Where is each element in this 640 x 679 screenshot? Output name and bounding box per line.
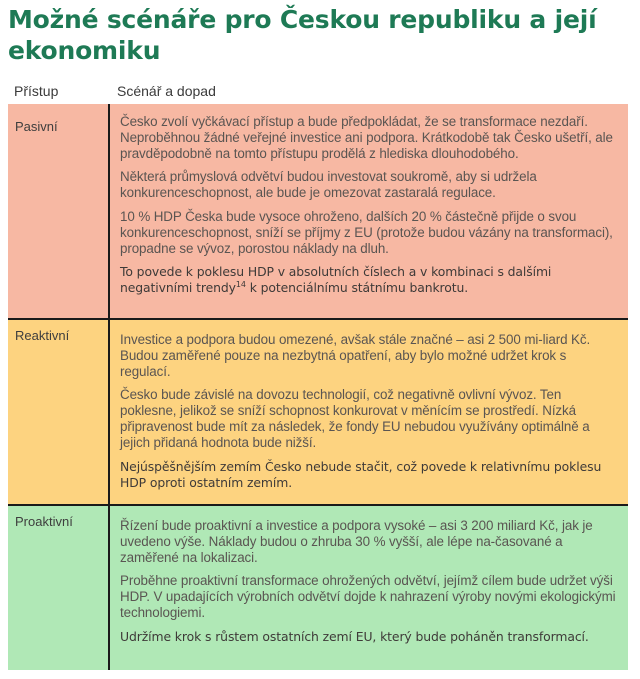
paragraph: Investice a podpora budou omezené, avšak stále značné – asi 2 500 mi-liard Kč. Budou zaměřené pouze na nezbytná opatření, aby bylo možné udržet krok s regulací. <box>120 332 591 379</box>
emphasis-paragraph <box>120 264 618 296</box>
row-body <box>110 104 628 318</box>
paragraph: Řízení bude proaktivní a investice a podpora vysoké – asi 3 200 miliard Kč, jak je uvedeno výše. Náklady budou o zhruba 30 % vyšší, ale lépe na-časované a zaměřené na lokalizaci. <box>120 518 593 565</box>
emphasis-paragraph: Nejúspěšnějším zemím Česko nebude stačit, což povede k relativnímu poklesu HDP oproti ostatním zemím. <box>120 458 602 490</box>
emphasis-text: k potenciálnímu státnímu bankrotu. <box>245 280 469 296</box>
row-label: Pasivní <box>8 104 110 318</box>
paragraph: Některá průmyslová odvětví budou investovat soukromě, aby si udržela konkurenceschopnost, ale bude je omezovat zastaralá regulace. <box>120 169 537 201</box>
footnote-ref[interactable]: 14 <box>235 280 246 290</box>
paragraph: Česko bude závislé na dovozu technologií, což negativně ovlivní vývoz. Ten poklesne, jelikož se sníží schopnost konkurovat v měnícím se prostředí. Nízká připravenost bude mít za následek, že fondy EU nebudou využívány optimálně a jejich přidaná hodnota bude nižší. <box>120 387 590 450</box>
column-header-scenario: Scénář a dopad <box>117 83 216 99</box>
column-header-approach: Přístup <box>14 83 59 99</box>
page-title: Možné scénáře pro Českou republiku a její ekonomiku <box>8 5 597 65</box>
row-label: Proaktivní <box>8 506 110 670</box>
row-body <box>110 506 628 670</box>
emphasis-text: To povede k poklesu HDP v absolutních číslech a v kombinaci s dalšími negativními trendy <box>120 264 552 296</box>
row-body <box>110 320 628 504</box>
table-row-reaktivni <box>8 318 628 504</box>
row-label: Reaktivní <box>8 320 110 504</box>
table-row-pasivni <box>8 104 628 318</box>
table-row-proaktivni <box>8 504 628 670</box>
paragraph: Česko zvolí vyčkávací přístup a bude předpokládat, že se transformace nezdaří. Neproběhnou žádné veřejné investice ani podpora. Krátkodobě tak Česko ušetří, ale pravděpodobně na tomto přístupu prodělá z hlediska dlouhodobého. <box>120 114 613 161</box>
emphasis-paragraph: Udržíme krok s růstem ostatních zemí EU, který bude poháněn transformací. <box>120 628 589 644</box>
scenario-table <box>8 104 628 670</box>
paragraph: 10 % HDP Česka bude vysoce ohroženo, dalších 20 % částečně přijde o svou konkurenceschopnost, sníží se příjmy z EU (protože budou vázány na transformaci), propadne se vývoz, porostou náklady na dluh. <box>120 208 613 256</box>
paragraph: Proběhne proaktivní transformace ohrožených odvětví, jejímž cílem bude udržet výši HDP. V upadajících výrobních odvětví dojde k nahrazení výroby novými ekologickými technologiemi. <box>120 573 616 620</box>
